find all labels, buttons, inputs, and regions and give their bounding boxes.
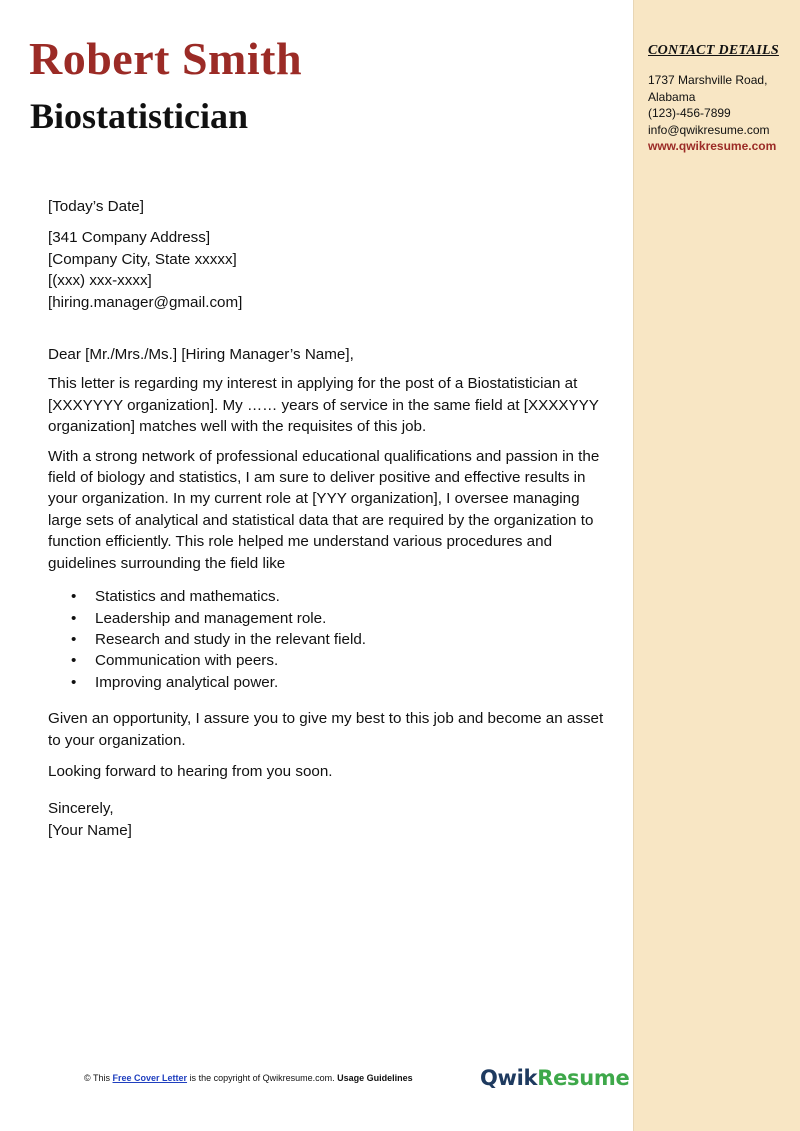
- list-item-text: Leadership and management role.: [95, 609, 327, 627]
- list-item: [48, 650, 608, 671]
- list-item: [48, 629, 608, 650]
- contact-details: [648, 72, 796, 155]
- contact-address-line1: 1737 Marshville Road,: [648, 73, 768, 87]
- signoff: Sincerely,: [48, 800, 114, 818]
- bullet-icon: •: [71, 630, 77, 648]
- recipient-email-line: [hiring.manager@gmail.com]: [48, 293, 243, 311]
- free-cover-letter-link[interactable]: Free Cover Letter: [112, 1073, 188, 1083]
- signature: [Your Name]: [48, 821, 132, 839]
- bullet-icon: •: [71, 588, 77, 606]
- bullet-icon: •: [71, 673, 77, 691]
- contact-website[interactable]: www.qwikresume.com: [648, 139, 777, 153]
- skills-list: [48, 586, 608, 693]
- recipient-address-line: [341 Company Address]: [48, 229, 211, 247]
- recipient-city-line: [Company City, State xxxxx]: [48, 250, 237, 268]
- contact-phone: (123)-456-7899: [648, 106, 731, 120]
- bullet-icon: •: [71, 652, 77, 670]
- bullet-icon: •: [71, 609, 77, 627]
- contact-address-line2: Alabama: [648, 89, 696, 104]
- contact-sidebar: [633, 0, 800, 1131]
- list-item-text: Research and study in the relevant field.: [95, 630, 367, 648]
- logo-part-resume: Resume: [537, 1066, 630, 1090]
- list-item-text: Communication with peers.: [95, 652, 279, 670]
- logo-part-qwik: Qwik: [480, 1066, 538, 1090]
- paragraph-closing-offer: Given an opportunity, I assure you to give my best to this job and become an asset to your organization.: [48, 710, 604, 749]
- list-item-text: Statistics and mathematics.: [95, 588, 280, 606]
- footer-prefix: This: [92, 1073, 110, 1083]
- paragraph-experience: With a strong network of professional educational qualifications and passion in the field of biology and statistics, I am sure to deliver positive and effective results in your organization. In my current role at [YYY organization], I oversee managing large sets of analytical and statistical data that are required by the organization to function efficiently. This role helped me understand various procedures and guidelines surrounding the field like: [48, 447, 600, 572]
- list-item: [48, 586, 608, 607]
- contact-heading: CONTACT DETAILS: [648, 43, 779, 58]
- candidate-name: Robert Smith: [29, 33, 303, 84]
- copyright-icon: ©: [84, 1073, 91, 1083]
- letter-body: [48, 196, 608, 841]
- letter-date: [Today’s Date]: [48, 198, 144, 215]
- usage-guidelines-link[interactable]: Usage Guidelines: [337, 1073, 413, 1083]
- closing-line: Looking forward to hearing from you soon.: [48, 762, 333, 780]
- recipient-address: [48, 227, 608, 313]
- copyright-footer: [84, 1073, 413, 1083]
- footer-copyright-text: is the copyright of Qwikresume.com.: [189, 1073, 335, 1083]
- list-item: [48, 608, 608, 629]
- list-item-text: Improving analytical power.: [95, 673, 279, 691]
- recipient-phone-line: [(xxx) xxx-xxxx]: [48, 272, 152, 290]
- paragraph-intro: This letter is regarding my interest in applying for the post of a Biostatistician at [XXXYYYY organization]. My …… years of service in the same field at [XXXXYYY organization] matches well with the requisites of this job.: [48, 375, 599, 436]
- job-title: Biostatistician: [30, 96, 249, 136]
- salutation: Dear [Mr./Mrs./Ms.] [Hiring Manager’s Name],: [48, 346, 354, 364]
- contact-email: info@qwikresume.com: [648, 122, 770, 137]
- list-item: [48, 672, 608, 693]
- qwikresume-logo[interactable]: [480, 1066, 629, 1090]
